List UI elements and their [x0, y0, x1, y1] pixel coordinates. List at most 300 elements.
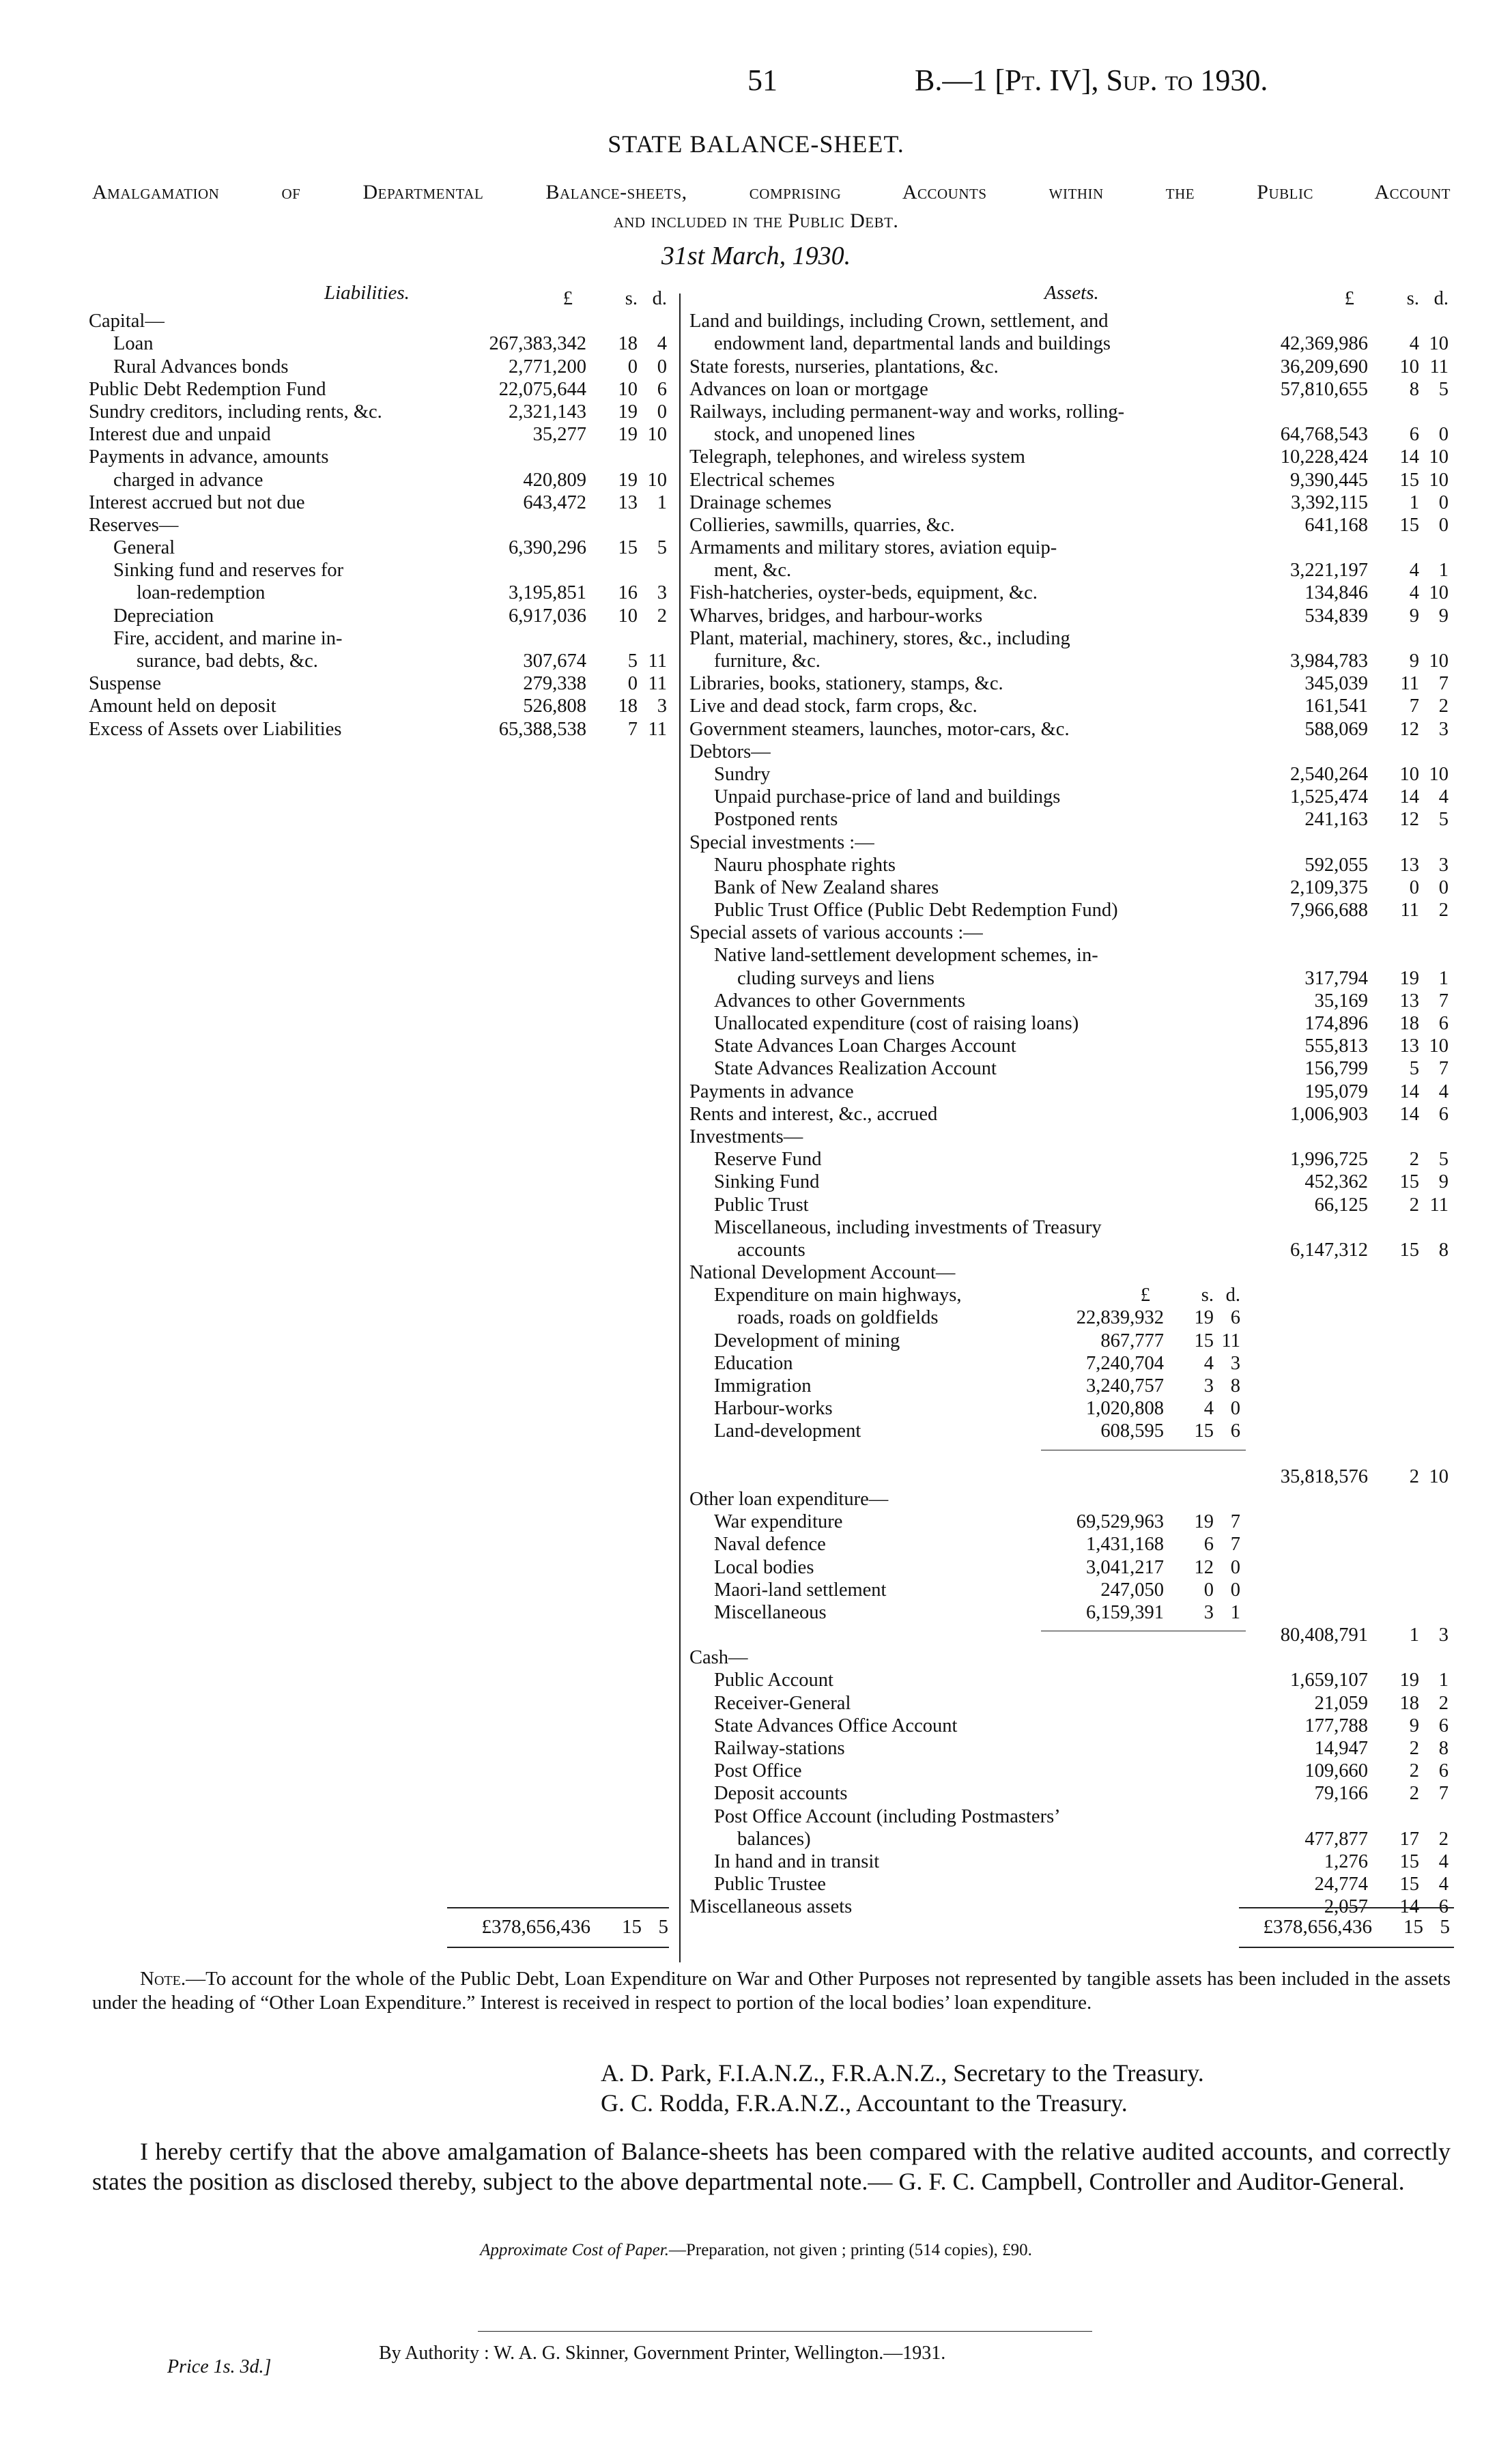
assets-row-label: Sinking Fund [714, 1171, 820, 1193]
liabilities-row-shillings: 0 [627, 673, 638, 695]
assets-row-label: Public Account [714, 1670, 833, 1691]
assets-row [689, 582, 1454, 604]
assets-row-pounds: 10,228,424 [1280, 446, 1368, 468]
liabilities-row [89, 672, 672, 695]
assets-row [689, 1171, 1454, 1193]
assets-row-label: stock, and unopened lines [714, 424, 915, 446]
assets-row-pence: 0 [1438, 424, 1449, 446]
assets-row [689, 1443, 1454, 1465]
document-reference: B.—1 [Pt. IV], Sup. to 1930. [915, 63, 1268, 97]
assets-row-pence: 0 [1438, 491, 1449, 513]
assets-row [689, 1624, 1454, 1646]
liabilities-row-pounds: 65,388,538 [498, 718, 586, 740]
assets-row-label: Unallocated expenditure (cost of raising loans) [714, 1013, 1079, 1034]
assets-row-label: Land-development [714, 1420, 861, 1442]
liabilities-row [89, 469, 672, 491]
assets-row-pence: 4 [1438, 1874, 1449, 1895]
assets-row-pounds: 452,362 [1304, 1171, 1368, 1193]
assets-row [689, 627, 1454, 650]
assets-row-shillings: 9 [1409, 605, 1419, 627]
assets-row-label: State Advances Office Account [714, 1715, 958, 1736]
inner-pounds-header: £ [1140, 1285, 1150, 1306]
liabilities-row-label: Payments in advance, amounts [89, 446, 329, 468]
liabilities-row-label: Rural Advances bonds [113, 356, 289, 377]
assets-row-shillings: 4 [1409, 582, 1419, 604]
assets-row-pence: 10 [1429, 650, 1449, 672]
liabilities-row-pence: 3 [657, 696, 667, 717]
assets-row [689, 831, 1454, 854]
page-title: STATE BALANCE-SHEET. [608, 130, 904, 158]
assets-row [689, 1057, 1454, 1080]
assets-row-pounds: 1,006,903 [1290, 1103, 1368, 1125]
assets-currency-header [689, 287, 1454, 310]
assets-row-label: Miscellaneous [714, 1601, 827, 1623]
assets-row-pounds: 2,109,375 [1290, 876, 1368, 898]
liabilities-row-label: Sundry creditors, including rents, &c. [89, 401, 382, 423]
assets-row-label: Wharves, bridges, and harbour-works [689, 605, 983, 627]
assets-row-pounds: 1,659,107 [1290, 1670, 1368, 1691]
assets-row [689, 1081, 1454, 1103]
inner-row-shillings: 15 [1194, 1420, 1214, 1442]
assets-row-label: Unpaid purchase-price of land and buildings [714, 786, 1061, 808]
currency-shillings-header: s. [1406, 288, 1419, 309]
assets-row-shillings: 4 [1409, 333, 1419, 355]
assets-row-pounds: 3,221,197 [1290, 560, 1368, 582]
inner-row-shillings: 4 [1203, 1398, 1214, 1420]
note-paragraph [92, 1967, 1451, 2015]
assets-row [689, 1692, 1454, 1715]
assets-row [689, 1012, 1454, 1035]
assets-row-shillings: 13 [1399, 990, 1419, 1012]
assets-row-pence: 10 [1429, 333, 1449, 355]
subtitle-line-2: and included in the Public Debt. [613, 210, 899, 232]
liabilities-row-shillings: 10 [618, 378, 638, 400]
assets-row-pence: 5 [1438, 378, 1449, 400]
assets-row-pence: 10 [1429, 582, 1449, 604]
assets-row-pence: 9 [1438, 605, 1449, 627]
assets-row-pence: 6 [1438, 1013, 1449, 1034]
assets-row-pounds: 588,069 [1304, 718, 1368, 740]
assets-row-pounds: 134,846 [1304, 582, 1368, 604]
liabilities-row-label: Suspense [89, 673, 162, 695]
assets-row-pounds: 241,163 [1304, 809, 1368, 831]
assets-row-pounds: 534,839 [1304, 605, 1368, 627]
signature-secretary: A. D. Park, F.I.A.N.Z., F.R.A.N.Z., Secretary to the Treasury. [601, 2059, 1204, 2087]
liabilities-row [89, 310, 672, 332]
liabilities-row-pence: 6 [657, 378, 667, 400]
assets-row [689, 1352, 1454, 1375]
assets-row-pounds: 79,166 [1314, 1783, 1368, 1805]
assets-table [689, 287, 1454, 1919]
currency-pence-header: d. [652, 288, 667, 309]
assets-row-shillings: 14 [1399, 1081, 1419, 1102]
assets-row [689, 1397, 1454, 1420]
liabilities-total-rule-top [447, 1907, 669, 1908]
assets-row-shillings: 2 [1409, 1149, 1419, 1171]
assets-row-shillings: 8 [1409, 378, 1419, 400]
assets-row-pence: 6 [1438, 1103, 1449, 1125]
assets-row-label: Investments— [689, 1126, 803, 1147]
liabilities-row-label: loan-redemption [137, 582, 266, 604]
assets-row-pence: 2 [1438, 1692, 1449, 1714]
liabilities-total-rule-bottom [447, 1947, 669, 1948]
liabilities-row-shillings: 19 [618, 401, 638, 423]
assets-row-label: Education [714, 1352, 793, 1374]
inner-row-pounds: 1,020,808 [1086, 1398, 1164, 1420]
assets-row-label: Miscellaneous assets [689, 1896, 853, 1918]
assets-row-shillings: 2 [1409, 1465, 1419, 1487]
assets-row-shillings: 2 [1409, 1760, 1419, 1782]
liabilities-row-pence: 11 [648, 673, 667, 695]
liabilities-row-pence: 10 [647, 424, 667, 446]
assets-row-shillings: 2 [1409, 1783, 1419, 1805]
assets-row [689, 650, 1454, 672]
inner-row-pence: 0 [1230, 1579, 1240, 1601]
assets-total-rule-top [1239, 1907, 1454, 1908]
assets-row-shillings: 5 [1409, 1058, 1419, 1080]
assets-row-shillings: 0 [1409, 876, 1419, 898]
inner-row-shillings: 19 [1194, 1511, 1214, 1533]
liabilities-row [89, 650, 672, 672]
balance-date: 31st March, 1930. [661, 242, 851, 270]
assets-row [689, 559, 1454, 582]
assets-row-pounds: 555,813 [1304, 1035, 1368, 1057]
assets-row-label: Advances on loan or mortgage [689, 378, 928, 400]
liabilities-currency-header [89, 287, 672, 310]
assets-row-pence: 7 [1438, 990, 1449, 1012]
liabilities-row-shillings: 13 [618, 491, 638, 513]
assets-row-label: Expenditure on main highways, [714, 1285, 962, 1306]
assets-row-pounds: 317,794 [1304, 967, 1368, 989]
assets-row-label: Railways, including permanent-way and works, rolling- [689, 401, 1125, 423]
assets-row-pence: 4 [1438, 1850, 1449, 1872]
liabilities-row-pounds: 267,383,342 [489, 333, 586, 355]
assets-row-shillings: 9 [1409, 1715, 1419, 1736]
liabilities-row-pence: 2 [657, 605, 667, 627]
imprint-rule [478, 2331, 1092, 2332]
liabilities-row [89, 378, 672, 401]
inner-row-pence: 6 [1230, 1420, 1240, 1442]
assets-row-label: Fish-hatcheries, oyster-beds, equipment, &c. [689, 582, 1038, 604]
assets-row [689, 1533, 1454, 1556]
assets-row-pounds: 66,125 [1314, 1194, 1368, 1216]
inner-row-pounds: 247,050 [1100, 1579, 1164, 1601]
liabilities-row-pounds: 526,808 [523, 696, 586, 717]
liabilities-row-shillings: 19 [618, 424, 638, 446]
liabilities-row [89, 718, 672, 741]
liabilities-total-d: 5 [658, 1916, 668, 1938]
assets-row [689, 1805, 1454, 1828]
liabilities-row [89, 332, 672, 355]
liabilities-row-pence: 11 [648, 718, 667, 740]
currency-shillings-header: s. [625, 288, 638, 309]
liabilities-row-label: charged in advance [113, 469, 263, 491]
assets-row-label: Public Trust Office (Public Debt Redemption Fund) [714, 900, 1118, 921]
assets-row [689, 695, 1454, 717]
assets-row [689, 310, 1454, 332]
assets-row [689, 1488, 1454, 1511]
liabilities-row-pounds: 22,075,644 [498, 378, 586, 400]
assets-row-pence: 7 [1438, 1783, 1449, 1805]
assets-row-shillings: 17 [1399, 1828, 1419, 1850]
liabilities-row-label: surance, bad debts, &c. [137, 650, 318, 672]
assets-row [689, 469, 1454, 491]
inner-row-pence: 7 [1230, 1511, 1240, 1533]
assets-row [689, 1850, 1454, 1873]
inner-row-pounds: 867,777 [1100, 1330, 1164, 1351]
assets-row-label: Deposit accounts [714, 1783, 848, 1805]
assets-row-pence: 0 [1438, 876, 1449, 898]
assets-row-shillings: 1 [1409, 491, 1419, 513]
page-number: 51 [747, 63, 778, 97]
assets-row [689, 1306, 1454, 1329]
assets-row-label: Railway-stations [714, 1738, 845, 1759]
inner-row-pence: 1 [1230, 1601, 1240, 1623]
column-divider [679, 294, 681, 1962]
liabilities-row-label: Interest accrued but not due [89, 491, 305, 513]
assets-row-pounds: 161,541 [1304, 696, 1368, 717]
assets-row-label: Government steamers, launches, motor-cars, &c. [689, 718, 1070, 740]
assets-row-pence: 8 [1438, 1239, 1449, 1261]
assets-row-pounds: 3,392,115 [1291, 491, 1368, 513]
liabilities-row-pounds: 6,917,036 [509, 605, 586, 627]
price: Price 1s. 3d.] [167, 2356, 272, 2377]
assets-row-label: State Advances Loan Charges Account [714, 1035, 1016, 1057]
assets-row [689, 1782, 1454, 1805]
assets-row [689, 423, 1454, 446]
assets-row [689, 786, 1454, 808]
assets-row-label: Rents and interest, &c., accrued [689, 1103, 938, 1125]
currency-pence-header: d. [1433, 288, 1449, 309]
assets-row-pence: 1 [1438, 967, 1449, 989]
inner-row-shillings: 6 [1203, 1534, 1214, 1556]
assets-row [689, 1669, 1454, 1691]
assets-row-shillings: 14 [1399, 1103, 1419, 1125]
assets-row [689, 1216, 1454, 1239]
assets-row-pounds: 6,147,312 [1290, 1239, 1368, 1261]
assets-row-pounds: 1,276 [1324, 1850, 1368, 1872]
assets-row [689, 1035, 1454, 1057]
liabilities-row-pence: 3 [657, 582, 667, 604]
assets-row [689, 990, 1454, 1012]
assets-row-label: Armaments and military stores, aviation equip- [689, 537, 1057, 559]
assets-row-label: Drainage schemes [689, 491, 832, 513]
assets-row-shillings: 19 [1399, 967, 1419, 989]
assets-row-label: Plant, material, machinery, stores, &c., including [689, 627, 1070, 649]
liabilities-row-pence: 4 [657, 333, 667, 355]
liabilities-row [89, 446, 672, 468]
assets-row-shillings: 10 [1399, 763, 1419, 785]
inner-row-shillings: 4 [1203, 1352, 1214, 1374]
assets-row-shillings: 11 [1400, 900, 1419, 921]
cost-of-paper [0, 2241, 1512, 2260]
assets-row-label: roads, roads on goldfields [737, 1307, 939, 1329]
assets-total-rule-bottom [1239, 1947, 1454, 1948]
assets-row-pounds: 1,996,725 [1290, 1149, 1368, 1171]
assets-row-label: Naval defence [714, 1534, 826, 1556]
assets-row-label: Public Trustee [714, 1874, 826, 1895]
assets-row-shillings: 19 [1399, 1670, 1419, 1691]
assets-row-label: National Development Account— [689, 1262, 956, 1284]
assets-row-shillings: 12 [1399, 718, 1419, 740]
assets-row [689, 1873, 1454, 1895]
assets-row-label: Debtors— [689, 741, 771, 762]
assets-row-shillings: 13 [1399, 1035, 1419, 1057]
assets-row [689, 1103, 1454, 1126]
assets-row-pence: 3 [1438, 1625, 1449, 1646]
assets-row [689, 1375, 1454, 1397]
assets-row [689, 808, 1454, 831]
assets-row [689, 332, 1454, 355]
liabilities-row-label: Public Debt Redemption Fund [89, 378, 326, 400]
inner-row-pounds: 69,529,963 [1076, 1511, 1164, 1533]
assets-row-shillings: 10 [1399, 356, 1419, 377]
assets-row-label: accounts [737, 1239, 805, 1261]
liabilities-row-pence: 1 [657, 491, 667, 513]
assets-row-label: Miscellaneous, including investments of Treasury [714, 1216, 1102, 1238]
assets-row [689, 899, 1454, 921]
assets-row-pounds: 9,390,445 [1290, 469, 1368, 491]
assets-row [689, 401, 1454, 423]
assets-row-pounds: 64,768,543 [1280, 424, 1368, 446]
assets-row-shillings: 15 [1399, 1239, 1419, 1261]
imprint: By Authority : W. A. G. Skinner, Government Printer, Wellington.—1931. [379, 2343, 946, 2364]
liabilities-total-pounds: £378,656,436 [481, 1916, 590, 1938]
assets-row-label: Special investments :— [689, 831, 874, 853]
liabilities-row-label: Fire, accident, and marine in- [113, 627, 343, 649]
assets-row [689, 1126, 1454, 1148]
liabilities-row-shillings: 15 [618, 537, 638, 559]
auditor-certification: I hereby certify that the above amalgamation of Balance-sheets has been compared with the relative audited accounts, and correctly states the position as disclosed thereby, subject to the above departmental note.— G. F. C. Campbell, Controller and Auditor-General. [92, 2138, 1451, 2195]
assets-row [689, 1556, 1454, 1579]
assets-row [689, 672, 1454, 695]
assets-row [689, 378, 1454, 401]
assets-row-label: Postponed rents [714, 809, 838, 831]
assets-row-pence: 5 [1438, 809, 1449, 831]
inner-row-pence: 11 [1221, 1330, 1240, 1351]
inner-row-shillings: 3 [1203, 1375, 1214, 1397]
liabilities-row-pounds: 6,390,296 [509, 537, 586, 559]
assets-row-shillings: 15 [1399, 1171, 1419, 1193]
assets-row-shillings: 4 [1409, 560, 1419, 582]
liabilities-row-label: Excess of Assets over Liabilities [89, 718, 342, 740]
liabilities-row-shillings: 5 [627, 650, 638, 672]
note-text: —To account for the whole of the Public Debt, Loan Expenditure on War and Other Purposes not represented by tangible assets has been included in the assets under the heading of “Other Loan Expenditure.” Interest is received in respect to portion of the local bodies’ loan expenditure. [92, 1968, 1451, 2014]
liabilities-row-shillings: 0 [627, 356, 638, 377]
assets-row-label: Post Office [714, 1760, 802, 1782]
liabilities-row-label: Loan [113, 333, 154, 355]
assets-row-shillings: 18 [1399, 1013, 1419, 1034]
assets-row-shillings: 18 [1399, 1692, 1419, 1714]
assets-row [689, 1646, 1454, 1669]
assets-total-pounds: £378,656,436 [1263, 1916, 1372, 1938]
inner-row-shillings: 19 [1194, 1307, 1214, 1329]
assets-row-pence: 2 [1438, 1828, 1449, 1850]
assets-row-label: Nauru phosphate rights [714, 854, 896, 876]
assets-row [689, 446, 1454, 468]
liabilities-row [89, 559, 672, 582]
assets-row-pence: 5 [1438, 1149, 1449, 1171]
liabilities-row-pounds: 643,472 [523, 491, 586, 513]
assets-row-pounds: 21,059 [1314, 1692, 1368, 1714]
inner-row-pounds: 7,240,704 [1086, 1352, 1164, 1374]
assets-row-pounds: 35,169 [1314, 990, 1368, 1012]
assets-total-d: 5 [1440, 1916, 1450, 1938]
inner-row-pence: 6 [1230, 1307, 1240, 1329]
assets-row-pounds: 35,818,576 [1280, 1465, 1368, 1487]
assets-row [689, 1760, 1454, 1782]
assets-row-label: Special assets of various accounts :— [689, 922, 983, 944]
assets-row [689, 944, 1454, 967]
assets-row-shillings: 15 [1399, 1850, 1419, 1872]
liabilities-row [89, 605, 672, 627]
assets-row-pence: 7 [1438, 1058, 1449, 1080]
liabilities-row-shillings: 19 [618, 469, 638, 491]
assets-row-pounds: 36,209,690 [1280, 356, 1368, 377]
inner-row-pounds: 1,431,168 [1086, 1534, 1164, 1556]
assets-row-shillings: 15 [1399, 514, 1419, 536]
assets-row-label: balances) [737, 1828, 811, 1850]
assets-row [689, 854, 1454, 876]
assets-row-shillings: 15 [1399, 1874, 1419, 1895]
assets-row-pounds: 2,057 [1324, 1896, 1368, 1918]
assets-row-pence: 9 [1438, 1171, 1449, 1193]
assets-row-label: Electrical schemes [689, 469, 835, 491]
assets-row-shillings: 7 [1409, 696, 1419, 717]
assets-row-label: State Advances Realization Account [714, 1058, 997, 1080]
assets-row-pence: 8 [1438, 1738, 1449, 1759]
assets-row-shillings: 2 [1409, 1194, 1419, 1216]
liabilities-row-label: Depreciation [113, 605, 214, 627]
currency-pounds-header: £ [1344, 288, 1354, 309]
liabilities-row [89, 582, 672, 604]
assets-row-pounds: 109,660 [1304, 1760, 1368, 1782]
assets-row [689, 1511, 1454, 1533]
subtitle-line-1: Amalgamation of Departmental Balance-sheets, comprising Accounts within the Public Account [92, 181, 1451, 203]
assets-row-pence: 0 [1438, 514, 1449, 536]
assets-row-shillings: 13 [1399, 854, 1419, 876]
assets-row-pence: 1 [1438, 560, 1449, 582]
inner-row-pounds: 3,041,217 [1086, 1556, 1164, 1578]
liabilities-row-shillings: 10 [618, 605, 638, 627]
inner-row-shillings: 0 [1203, 1579, 1214, 1601]
assets-row-shillings: 11 [1400, 673, 1419, 695]
liabilities-row [89, 627, 672, 650]
cost-text: —Preparation, not given ; printing (514 copies), £90. [668, 2241, 1032, 2259]
assets-row-pence: 11 [1429, 1194, 1449, 1216]
assets-row-label: Land and buildings, including Crown, settlement, and [689, 311, 1109, 332]
assets-row-pounds: 24,774 [1314, 1874, 1368, 1895]
inner-shillings-header: s. [1201, 1285, 1214, 1306]
assets-row [689, 967, 1454, 990]
assets-row [689, 491, 1454, 514]
inner-row-shillings: 3 [1203, 1601, 1214, 1623]
inner-row-pounds: 6,159,391 [1086, 1601, 1164, 1623]
assets-row-pence: 4 [1438, 1081, 1449, 1102]
assets-row-label: Reserve Fund [714, 1149, 822, 1171]
liabilities-row-label: Amount held on deposit [89, 696, 276, 717]
assets-row-label: ment, &c. [714, 560, 792, 582]
assets-row [689, 1148, 1454, 1171]
assets-row-label: furniture, &c. [714, 650, 821, 672]
assets-row [689, 514, 1454, 536]
assets-row-pence: 10 [1429, 446, 1449, 468]
assets-row-pence: 10 [1429, 1035, 1449, 1057]
assets-row [689, 1828, 1454, 1850]
assets-row [689, 356, 1454, 378]
assets-row-label: Payments in advance [689, 1081, 854, 1102]
assets-row-label: Immigration [714, 1375, 812, 1397]
